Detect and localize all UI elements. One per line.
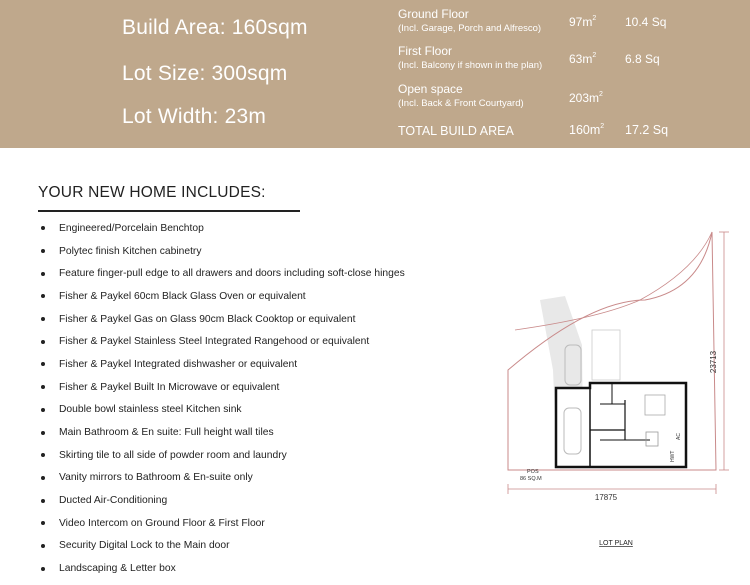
bullet-icon xyxy=(41,431,45,435)
pos-area-label: 86 SQ.M xyxy=(520,476,542,482)
first-floor-area: $63m^2$ xyxy=(569,52,597,66)
list-item: Video Intercom on Ground Floor & First Floor xyxy=(38,512,405,535)
ground-floor-row xyxy=(398,6,541,36)
total-label: TOTAL BUILD AREA xyxy=(398,124,514,138)
ground-floor-label: Ground Floor xyxy=(398,7,469,21)
list-item: Double bowl stainless steel Kitchen sink xyxy=(38,399,405,422)
bullet-icon xyxy=(41,453,45,457)
open-space-label: Open space xyxy=(398,82,463,96)
ground-floor-squares: 10.4 Sq xyxy=(625,15,667,29)
list-item: Engineered/Porcelain Benchtop xyxy=(38,217,405,240)
bullet-icon xyxy=(41,272,45,276)
list-item: Fisher & Paykel Gas on Glass 90cm Black Cooktop or equivalent xyxy=(38,308,405,331)
ac-label: AC xyxy=(676,433,682,440)
list-item: Vanity mirrors to Bathroom & En-suite only xyxy=(38,467,405,490)
list-item: Fisher & Paykel 60cm Black Glass Oven or equivalent xyxy=(38,285,405,308)
list-item: Polytec finish Kitchen cabinetry xyxy=(38,240,405,263)
bullet-icon xyxy=(41,567,45,571)
list-item: Fisher & Paykel Built In Microwave or equivalent xyxy=(38,376,405,399)
list-item: Ducted Air-Conditioning xyxy=(38,489,405,512)
width-dimension-label: 17875 xyxy=(594,493,618,502)
first-floor-note: (Incl. Balcony if shown in the plan) xyxy=(398,60,543,71)
hwt-label: HWT xyxy=(670,450,676,462)
list-item: Fisher & Paykel Stainless Steel Integrated Rangehood or equivalent xyxy=(38,330,405,353)
list-item: Feature finger-pull edge to all drawers and doors including soft-close hinges xyxy=(38,262,405,285)
porch-area xyxy=(592,330,620,380)
bullet-icon xyxy=(41,544,45,548)
open-space-row xyxy=(398,81,524,111)
list-item: Skirting tile to all side of powder room and laundry xyxy=(38,444,405,467)
first-floor-squares: 6.8 Sq xyxy=(625,52,660,66)
bullet-icon xyxy=(41,226,45,230)
total-squares: 17.2 Sq xyxy=(625,123,669,137)
open-space-area: $203m^2$ xyxy=(569,91,603,105)
title-underline xyxy=(38,210,300,212)
ground-floor-area: $97m^2$ xyxy=(569,15,597,29)
list-item: Landscaping & Letter box xyxy=(38,557,405,580)
lot-plan-drawing xyxy=(490,215,750,560)
first-floor-row xyxy=(398,43,542,73)
list-item: Fisher & Paykel Integrated dishwasher or equivalent xyxy=(38,353,405,376)
bullet-icon xyxy=(41,362,45,366)
lot-plan-title: LOT PLAN xyxy=(599,540,633,547)
first-floor-label: First Floor xyxy=(398,44,452,58)
total-area: $160m^2$ xyxy=(569,123,605,137)
bullet-icon xyxy=(41,521,45,525)
bullet-icon xyxy=(41,249,45,253)
list-item: Security Digital Lock to the Main door xyxy=(38,535,405,558)
list-item: Main Bathroom & En suite: Full height wall tiles xyxy=(38,421,405,444)
ground-floor-note: (Incl. Garage, Porch and Alfresco) xyxy=(398,23,542,34)
depth-dimension-label: 23713 xyxy=(709,350,718,374)
build-area-headline: Build Area: 160sqm xyxy=(122,16,308,39)
bullet-icon xyxy=(41,294,45,298)
open-space-note: (Incl. Back & Front Courtyard) xyxy=(398,98,524,109)
bullet-icon xyxy=(41,340,45,344)
bullet-icon xyxy=(41,385,45,389)
bullet-icon xyxy=(41,317,45,321)
feature-list xyxy=(38,217,405,580)
bullet-icon xyxy=(41,476,45,480)
bullet-icon xyxy=(41,499,45,503)
includes-title: YOUR NEW HOME INCLUDES: xyxy=(38,184,266,201)
total-row xyxy=(398,123,514,139)
bullet-icon xyxy=(41,408,45,412)
lot-size-headline: Lot Size: 300sqm xyxy=(122,62,288,85)
pos-label: POS xyxy=(527,469,539,475)
lot-width-headline: Lot Width: 23m xyxy=(122,105,267,128)
